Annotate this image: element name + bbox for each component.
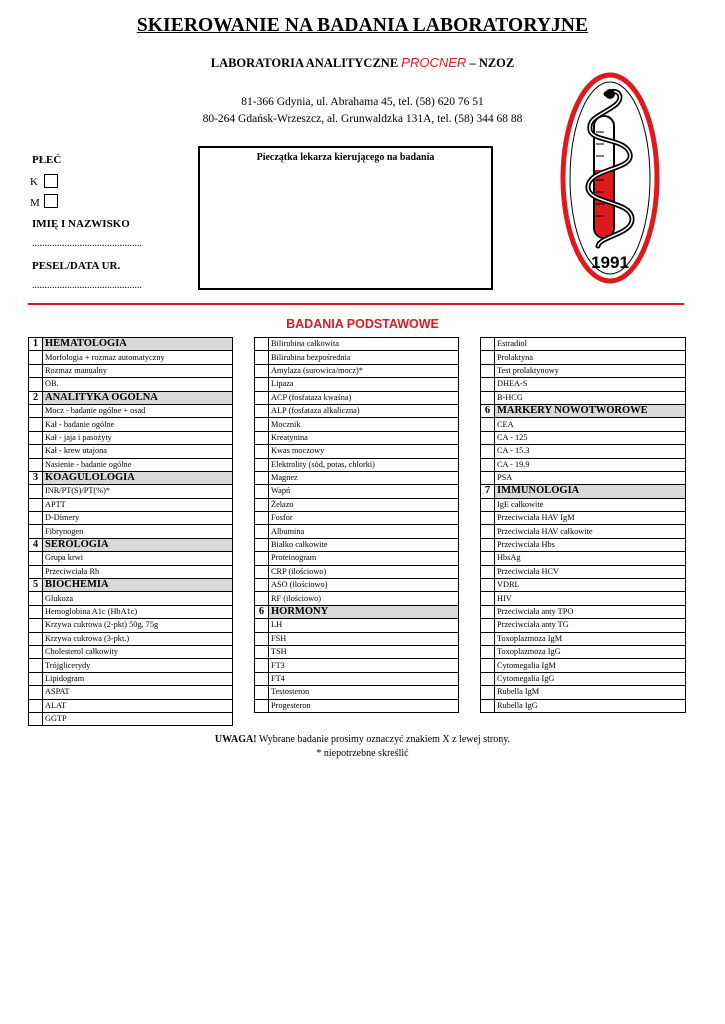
test-name: INR/PT(S)/PT(%)* [43,485,233,498]
test-checkbox-cell[interactable] [29,498,43,511]
test-row [255,538,459,551]
test-checkbox-cell[interactable] [481,672,495,685]
test-checkbox-cell[interactable] [255,485,269,498]
test-checkbox-cell[interactable] [255,672,269,685]
test-name: Amylaza (surowica/mocz)* [269,364,459,377]
test-checkbox-cell[interactable] [29,351,43,364]
test-name: Wapń [269,485,459,498]
test-checkbox-cell[interactable] [481,445,495,458]
test-row [255,485,459,498]
test-row [481,592,686,605]
test-checkbox-cell[interactable] [481,552,495,565]
test-checkbox-cell[interactable] [29,458,43,471]
test-row [255,565,459,578]
test-checkbox-cell[interactable] [29,632,43,645]
test-name: CRP (ilościowo) [269,565,459,578]
test-row [481,619,686,632]
test-row [481,538,686,551]
category-name: BIOCHEMIA [43,579,233,592]
category-header-row [255,605,459,618]
test-checkbox-cell[interactable] [481,538,495,551]
test-name: Bilirubina bezpośrednia [269,351,459,364]
test-name: Kwas moczowy [269,445,459,458]
test-checkbox-cell[interactable] [255,686,269,699]
test-name: Kał - jaja i pasożyty [43,431,233,444]
warning-label: UWAGA! [214,734,257,745]
category-name: MARKERY NOWOTWOROWE [495,404,686,417]
test-checkbox-cell[interactable] [481,592,495,605]
test-row [481,605,686,618]
test-row [29,552,233,565]
tests-column-2 [254,337,459,713]
test-name: Rozmaz manualny [43,364,233,377]
category-header-row [29,391,233,404]
test-checkbox-cell[interactable] [29,672,43,685]
test-checkbox-cell[interactable] [255,498,269,511]
name-label: IMIĘ I NAZWISKO [32,218,130,230]
test-name: Nasienie - badanie ogólne [43,458,233,471]
test-name: Krzywa cukrowa (2-pkt) 50g, 75g [43,619,233,632]
test-name: Rubella IgM [495,686,686,699]
category-name: HORMONY [269,605,459,618]
test-row [481,498,686,511]
test-name: HIV [495,592,686,605]
test-row [29,712,233,725]
test-name: Prolaktyna [495,351,686,364]
test-row [481,458,686,471]
test-name: Glukoza [43,592,233,605]
test-name: Kał - badanie ogólne [43,418,233,431]
test-row [255,659,459,672]
test-checkbox-cell[interactable] [481,391,495,404]
test-checkbox-cell[interactable] [481,338,495,351]
test-row [255,512,459,525]
test-name: Bilirubina całkowita [269,338,459,351]
test-checkbox-cell[interactable] [255,565,269,578]
test-name: Przeciwciała HCV [495,565,686,578]
test-checkbox-cell[interactable] [481,645,495,658]
category-number: 7 [481,485,495,498]
test-row [255,645,459,658]
test-row [29,619,233,632]
test-name: D-Dimery [43,512,233,525]
test-row [29,351,233,364]
test-name: APTT [43,498,233,511]
test-row [29,431,233,444]
test-name: Progesteron [269,699,459,712]
test-checkbox-cell[interactable] [481,565,495,578]
test-name: Estradiol [495,338,686,351]
test-checkbox-cell[interactable] [255,404,269,417]
test-checkbox-cell[interactable] [481,579,495,592]
test-row [255,579,459,592]
test-checkbox-cell[interactable] [255,391,269,404]
category-header-row [29,579,233,592]
test-row [255,351,459,364]
test-row [255,458,459,471]
test-row [481,686,686,699]
form-title: SKIEROWANIE NA BADANIA LABORATORYJNE [136,15,589,36]
category-number: 6 [481,404,495,417]
test-checkbox-cell[interactable] [29,404,43,417]
test-row [481,431,686,444]
test-name: RF (ilościowo) [269,592,459,605]
category-header-row [29,338,233,351]
test-checkbox-cell[interactable] [29,659,43,672]
test-checkbox-cell[interactable] [29,565,43,578]
test-row [255,619,459,632]
test-checkbox-cell[interactable] [29,592,43,605]
test-name: CA - 125 [495,431,686,444]
test-row [255,672,459,685]
test-checkbox-cell[interactable] [481,364,495,377]
test-name: Krzywa cukrowa (3-pkt.) [43,632,233,645]
test-row [481,418,686,431]
test-row [481,552,686,565]
test-row [481,579,686,592]
test-row [29,485,233,498]
lab-prefix: LABORATORIA ANALITYCZNE [210,56,402,70]
pesel-field[interactable]: ............................................ [32,280,142,291]
test-name: Cholesterol całkowity [43,645,233,658]
sex-label: PŁEĆ [32,154,62,166]
logo-year: 1991 [591,253,629,272]
test-name: Testosteron [269,686,459,699]
test-name: TSH [269,645,459,658]
sex-k-label: K [30,176,38,188]
test-row [255,391,459,404]
category-name: IMMUNOLOGIA [495,485,686,498]
test-name: B-HCG [495,391,686,404]
test-row [255,418,459,431]
test-name: DHEA-S [495,378,686,391]
test-name: Toxoplazmoza IgM [495,632,686,645]
test-name: Lipidogram [43,672,233,685]
test-row [29,418,233,431]
test-row [481,364,686,377]
test-name: Przeciwciała HAV całkowite [495,525,686,538]
test-name: Test prolaktynowy [495,364,686,377]
test-checkbox-cell[interactable] [29,431,43,444]
test-name: CA - 19.9 [495,458,686,471]
test-name: Trójglicerydy [43,659,233,672]
test-checkbox-cell[interactable] [255,338,269,351]
test-checkbox-cell[interactable] [255,592,269,605]
test-row [255,404,459,417]
test-checkbox-cell[interactable] [481,699,495,712]
test-name: Elektrolity (sód, potas, chlorki) [269,458,459,471]
test-name: FT3 [269,659,459,672]
test-checkbox-cell[interactable] [481,659,495,672]
test-row [481,445,686,458]
category-name: SEROLOGIA [43,538,233,551]
sex-m-checkbox[interactable] [44,194,58,208]
tests-column-1 [28,337,233,726]
test-row [29,699,233,712]
divider-line [28,303,684,305]
lab-suffix: – NZOZ [466,56,515,70]
test-name: Proteinogram [269,552,459,565]
category-name: ANALITYKA OGÓLNA [43,391,233,404]
test-row [255,445,459,458]
test-checkbox-cell[interactable] [481,525,495,538]
test-row [481,645,686,658]
test-name: Przeciwciała HAV IgM [495,512,686,525]
test-name: Przeciwciała anty TPO [495,605,686,618]
test-checkbox-cell[interactable] [29,418,43,431]
test-row [29,645,233,658]
stamp-title: Pieczątka lekarza kierującego na badania [256,152,435,163]
test-checkbox-cell[interactable] [255,351,269,364]
test-row [255,338,459,351]
test-name: GGTP [43,712,233,725]
lab-brand: PROCNER [401,55,467,70]
category-number: 3 [29,471,43,484]
test-name: Mocznik [269,418,459,431]
test-row [29,686,233,699]
test-checkbox-cell[interactable] [29,512,43,525]
test-row [29,364,233,377]
test-row [29,512,233,525]
address-gdynia: 81-366 Gdynia, ul. Abrahama 45, tel. (58) 620 76 51 [241,96,484,108]
doctor-stamp-box[interactable] [198,146,493,290]
test-row [29,498,233,511]
test-row [255,378,459,391]
test-checkbox-cell[interactable] [481,498,495,511]
test-name: ALAT [43,699,233,712]
test-row [481,699,686,712]
category-number: 6 [255,605,269,618]
tests-column-3 [480,337,686,713]
address-gdansk: 80-264 Gdańsk-Wrzeszcz, al. Grunwaldzka 131A, tel. (58) 344 68 88 [202,113,523,125]
test-row [481,659,686,672]
test-checkbox-cell[interactable] [481,418,495,431]
category-header-row [29,538,233,551]
test-row [255,498,459,511]
category-number: 2 [29,391,43,404]
test-name: OB. [43,378,233,391]
footnote: * niepotrzebne skreślić [316,748,409,759]
test-checkbox-cell[interactable] [29,712,43,725]
test-name: PSA [495,471,686,484]
test-checkbox-cell[interactable] [29,364,43,377]
category-number: 4 [29,538,43,551]
test-name: VDRL [495,579,686,592]
section-title: BADANIA PODSTAWOWE [286,317,439,331]
test-name: Mocz - badanie ogólne + osad [43,404,233,417]
sex-m-label: M [30,197,40,209]
test-checkbox-cell[interactable] [29,485,43,498]
test-name: Cytomegalia IgG [495,672,686,685]
test-checkbox-cell[interactable] [255,645,269,658]
test-checkbox-cell[interactable] [481,471,495,484]
test-name: Hemoglobina A1c (HbA1c) [43,605,233,618]
test-row [255,552,459,565]
test-checkbox-cell[interactable] [481,619,495,632]
test-name: Fosfor [269,512,459,525]
test-row [29,378,233,391]
test-row [481,471,686,484]
test-checkbox-cell[interactable] [255,552,269,565]
test-checkbox-cell[interactable] [481,632,495,645]
test-name: Kreatynina [269,431,459,444]
test-checkbox-cell[interactable] [29,645,43,658]
test-name: Lipaza [269,378,459,391]
test-row [255,431,459,444]
test-row [29,565,233,578]
test-checkbox-cell[interactable] [481,351,495,364]
test-row [481,391,686,404]
test-row [255,364,459,377]
test-name: Albumina [269,525,459,538]
test-row [29,458,233,471]
name-field[interactable]: ............................................ [32,238,142,249]
test-checkbox-cell[interactable] [481,378,495,391]
test-checkbox-cell[interactable] [29,619,43,632]
test-name: Białko całkowite [269,538,459,551]
test-name: Żelazo [269,498,459,511]
test-row [29,404,233,417]
test-row [481,351,686,364]
category-name: HEMATOLOGIA [43,338,233,351]
test-checkbox-cell[interactable] [29,445,43,458]
test-row [29,445,233,458]
test-checkbox-cell[interactable] [29,605,43,618]
test-name: Przeciwciała Rh [43,565,233,578]
category-name: KOAGULOLOGIA [43,471,233,484]
test-checkbox-cell[interactable] [481,431,495,444]
test-name: FSH [269,632,459,645]
test-name: ASPAT [43,686,233,699]
test-checkbox-cell[interactable] [481,512,495,525]
warning-text: Wybrane badanie prosimy oznaczyć znakiem X z lewej strony. [256,734,511,745]
test-name: Grupa krwi [43,552,233,565]
test-row [481,338,686,351]
test-row [255,471,459,484]
test-name: Cytomegalia IgM [495,659,686,672]
test-name: CEA [495,418,686,431]
test-row [29,592,233,605]
test-checkbox-cell[interactable] [255,512,269,525]
test-checkbox-cell[interactable] [29,378,43,391]
test-row [255,632,459,645]
test-checkbox-cell[interactable] [29,699,43,712]
lab-name [0,55,725,71]
test-checkbox-cell[interactable] [255,458,269,471]
test-checkbox-cell[interactable] [481,458,495,471]
category-header-row [481,485,686,498]
test-name: Magnez [269,471,459,484]
test-name: CA - 15.3 [495,445,686,458]
test-name: FT4 [269,672,459,685]
test-name: ACP (fosfataza kwaśna) [269,391,459,404]
category-number: 5 [29,579,43,592]
test-row [29,605,233,618]
test-row [481,565,686,578]
test-checkbox-cell[interactable] [29,525,43,538]
test-checkbox-cell[interactable] [29,686,43,699]
test-checkbox-cell[interactable] [29,552,43,565]
test-row [255,699,459,712]
test-row [29,632,233,645]
test-name: Kał - krew utajona [43,445,233,458]
test-row [29,672,233,685]
lab-logo [560,72,660,284]
test-row [481,672,686,685]
test-row [29,525,233,538]
test-checkbox-cell[interactable] [255,699,269,712]
category-header-row [481,404,686,417]
test-name: Fibrynogen [43,525,233,538]
test-row [481,378,686,391]
test-name: Morfologia + rozmaz automatyczny [43,351,233,364]
pesel-label: PESEL/DATA UR. [32,260,121,272]
test-name: IgE całkowite [495,498,686,511]
test-row [255,592,459,605]
test-checkbox-cell[interactable] [255,659,269,672]
test-row [481,512,686,525]
test-name: Rubella IgG [495,699,686,712]
test-row [255,525,459,538]
test-name: ASO (ilościowo) [269,579,459,592]
test-name: HbsAg [495,552,686,565]
test-checkbox-cell[interactable] [255,538,269,551]
test-checkbox-cell[interactable] [481,686,495,699]
test-checkbox-cell[interactable] [481,605,495,618]
test-row [29,659,233,672]
test-row [255,686,459,699]
test-checkbox-cell[interactable] [255,431,269,444]
test-checkbox-cell[interactable] [255,525,269,538]
test-checkbox-cell[interactable] [255,579,269,592]
test-checkbox-cell[interactable] [255,364,269,377]
warning-note [0,734,725,745]
category-header-row [29,471,233,484]
test-name: LH [269,619,459,632]
sex-k-checkbox[interactable] [44,174,58,188]
test-checkbox-cell[interactable] [255,378,269,391]
test-checkbox-cell[interactable] [255,418,269,431]
test-row [481,525,686,538]
test-checkbox-cell[interactable] [255,445,269,458]
test-row [481,632,686,645]
test-checkbox-cell[interactable] [255,619,269,632]
test-name: Toxoplazmoza IgG [495,645,686,658]
test-name: Przeciwciała anty TG [495,619,686,632]
test-name: Przeciwciała Hbs [495,538,686,551]
category-number: 1 [29,338,43,351]
test-checkbox-cell[interactable] [255,471,269,484]
test-checkbox-cell[interactable] [255,632,269,645]
test-name: ALP (fosfataza alkaliczna) [269,404,459,417]
